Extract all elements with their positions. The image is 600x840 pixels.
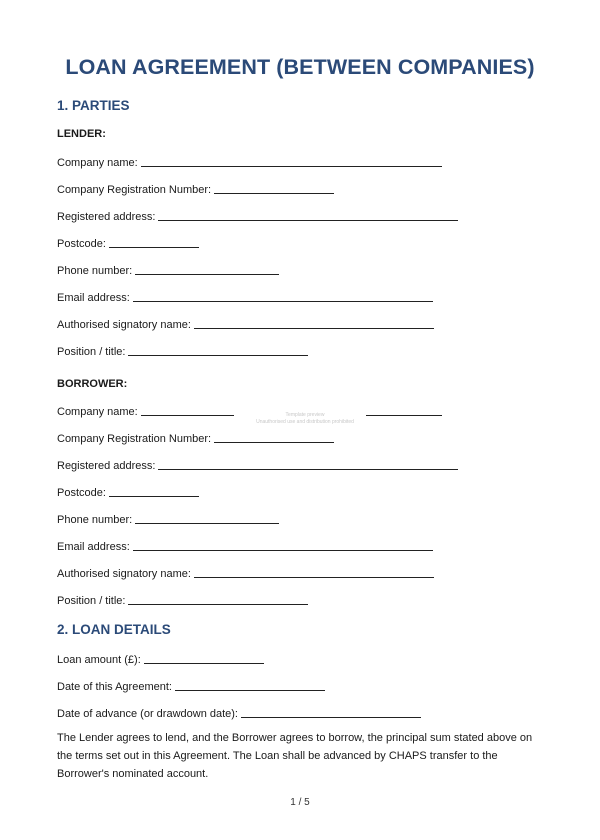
fill-line[interactable] bbox=[133, 538, 433, 551]
field-label: Company name: bbox=[57, 157, 138, 169]
watermark-line-1: Template preview bbox=[285, 412, 325, 418]
fill-line[interactable] bbox=[128, 592, 308, 605]
loan-amount-field[interactable] bbox=[57, 650, 264, 666]
borrower-phone-number-field[interactable] bbox=[57, 510, 279, 526]
agreement-date-field[interactable] bbox=[57, 677, 325, 693]
fill-line[interactable] bbox=[214, 430, 334, 443]
borrower-registration-number-field[interactable] bbox=[57, 429, 334, 445]
fill-line[interactable] bbox=[141, 154, 442, 167]
field-label: Authorised signatory name: bbox=[57, 319, 191, 331]
lender-postcode-field[interactable] bbox=[57, 234, 199, 250]
loan-terms-paragraph: The Lender agrees to lend, and the Borrower agrees to borrow, the principal sum stated above on the terms set out in this Agreement. The Loan shall be advanced by CHAPS transfer to the Borrower's nominated account. bbox=[57, 732, 533, 780]
fill-line[interactable] bbox=[144, 651, 264, 664]
document-title: LOAN AGREEMENT (BETWEEN COMPANIES) bbox=[65, 55, 535, 79]
borrower-signatory-name-field[interactable] bbox=[57, 564, 434, 580]
field-label: Email address: bbox=[57, 541, 130, 553]
field-label: Email address: bbox=[57, 292, 130, 304]
section-heading-loan-details: 2. LOAN DETAILS bbox=[57, 622, 171, 637]
borrower-postcode-field[interactable] bbox=[57, 483, 199, 499]
lender-registration-number-field[interactable] bbox=[57, 180, 334, 196]
advance-date-field[interactable] bbox=[57, 704, 421, 720]
fill-line[interactable] bbox=[214, 181, 334, 194]
field-label: Registered address: bbox=[57, 211, 156, 223]
field-label: Date of this Agreement: bbox=[57, 681, 172, 693]
fill-line[interactable] bbox=[128, 343, 308, 356]
field-label: Phone number: bbox=[57, 265, 133, 277]
lender-signatory-name-field[interactable] bbox=[57, 315, 434, 331]
lender-registered-address-field[interactable] bbox=[57, 207, 458, 223]
field-label: Position / title: bbox=[57, 595, 126, 607]
fill-line[interactable] bbox=[109, 235, 199, 248]
fill-line[interactable] bbox=[194, 565, 434, 578]
fill-line[interactable] bbox=[135, 511, 279, 524]
lender-company-name-field[interactable] bbox=[57, 153, 442, 169]
field-label: Authorised signatory name: bbox=[57, 568, 191, 580]
field-label: Date of advance (or drawdown date): bbox=[57, 708, 238, 720]
field-label: Loan amount (£): bbox=[57, 654, 141, 666]
field-label: Company Registration Number: bbox=[57, 184, 212, 196]
fill-line[interactable] bbox=[135, 262, 279, 275]
fill-line[interactable] bbox=[194, 316, 434, 329]
field-label: Company name: bbox=[57, 406, 138, 418]
watermark-line-2: Unauthorised use and distribution prohibited bbox=[256, 419, 354, 425]
field-label: Postcode: bbox=[57, 487, 106, 499]
borrower-registered-address-field[interactable] bbox=[57, 456, 458, 472]
lender-position-title-field[interactable] bbox=[57, 342, 308, 358]
field-label: Position / title: bbox=[57, 346, 126, 358]
field-label: Company Registration Number: bbox=[57, 433, 212, 445]
borrower-position-title-field[interactable] bbox=[57, 591, 308, 607]
fill-line[interactable] bbox=[175, 678, 325, 691]
lender-label: LENDER: bbox=[57, 128, 106, 140]
lender-email-address-field[interactable] bbox=[57, 288, 433, 304]
field-label: Postcode: bbox=[57, 238, 106, 250]
preview-watermark bbox=[240, 412, 370, 426]
fill-line[interactable] bbox=[133, 289, 433, 302]
page-number: 1 / 5 bbox=[290, 797, 310, 808]
field-label: Phone number: bbox=[57, 514, 133, 526]
section-heading-parties: 1. PARTIES bbox=[57, 98, 130, 113]
fill-line[interactable] bbox=[158, 457, 458, 470]
fill-line[interactable] bbox=[241, 705, 421, 718]
fill-line[interactable] bbox=[158, 208, 458, 221]
borrower-label: BORROWER: bbox=[57, 378, 128, 390]
borrower-email-address-field[interactable] bbox=[57, 537, 433, 553]
field-label: Registered address: bbox=[57, 460, 156, 472]
fill-line[interactable] bbox=[109, 484, 199, 497]
lender-phone-number-field[interactable] bbox=[57, 261, 279, 277]
